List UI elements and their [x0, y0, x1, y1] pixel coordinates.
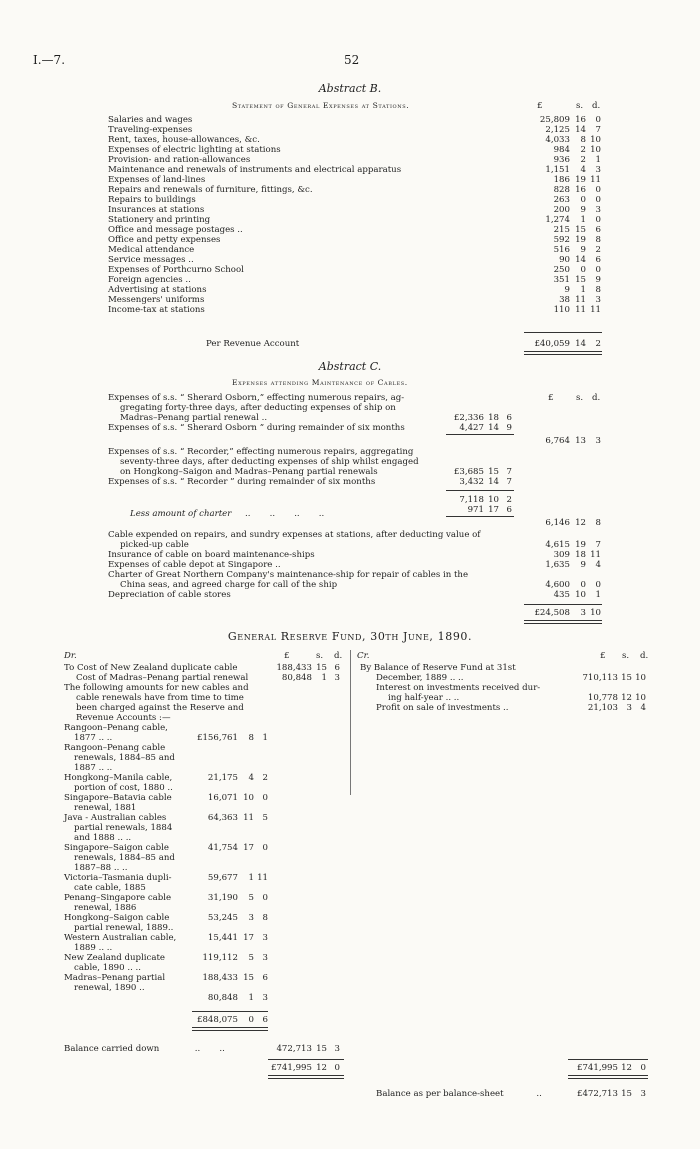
- dr-col-pence: d.: [334, 651, 343, 661]
- recorder-amount-pence: 7: [506, 467, 512, 477]
- debit-label: Dr.: [64, 651, 77, 661]
- dr-col-pounds: £: [284, 651, 290, 661]
- charter-shillings: 17: [488, 505, 499, 515]
- abstract-c-title: Abstract C.: [318, 360, 382, 373]
- recorder-amount-shillings: 15: [488, 467, 499, 477]
- abstract-b-pence: 0 7 10 10 1 3 11 0 0 3 0 6 8 2 6 0 9 8 3 11: [590, 115, 601, 315]
- expense-label: Repairs to buildings: [108, 195, 196, 205]
- expense-label: Office and petty expenses: [108, 235, 221, 245]
- abstract-b-rule: [524, 332, 602, 333]
- cable-items-rule: [192, 1011, 268, 1012]
- recorder-amount-shillings: 14: [488, 477, 499, 487]
- credit-items: By Balance of Reserve Fund at 31st December, 1889 .. .. Interest on investments received dur- ing half-year .. .. Profit on sale of investments ..: [360, 663, 541, 713]
- cable-items: Rangoon–Penang cable, 1877 .. .. Rangoon–Penang cable renewals, 1884–85 and 1887 .. .. Hongkong–Manila cable, portion of cost, 1880 .. Singapore–Batavia cable renewal, 1881 Java - Australian cables partial renewals, 1884 and 1888 .. .. Singapore–Saigon cable renewals, 1884–85 and 1887–88 .. .. Victoria–Tasmania dupli- cate cable, 1885 Penang–Singapore cable renewal, 1886 Hongkong–Saigon cable partial renewal, 1889.. Western Australian cable, 1889 .. .. New Zealand duplicate cable, 1890 .. .. Madras–Penang partial renewal, 1890 ..: [64, 723, 177, 993]
- recorder-rule: [446, 490, 514, 491]
- abstract-c-col-pounds: £: [548, 393, 554, 403]
- recorder-subtotal-pounds: 6,146: [545, 518, 570, 528]
- cable-items-double-rule: [192, 1027, 268, 1031]
- expense-label: Salaries and wages: [108, 115, 193, 125]
- cr-total-rule: [568, 1059, 648, 1060]
- document-reference: I.—7.: [33, 53, 66, 67]
- page-number: 52: [344, 53, 360, 67]
- cable-items-total-pence: 6: [262, 1015, 268, 1025]
- abstract-b-total-pounds: £40,059: [534, 339, 570, 349]
- expense-label: Advertising at stations: [108, 285, 207, 295]
- abstract-b-title: Abstract B.: [318, 82, 382, 95]
- balance-down-pence: 3: [334, 1044, 340, 1054]
- credit-pounds: 710,113 10,778 21,103: [582, 673, 618, 713]
- expense-label: Service messages ..: [108, 255, 194, 265]
- osborn-text: Expenses of s.s. “ Sherard Osborn,” effecting numerous repairs, ag- gregating forty-three days, after deducting expenses of ship on Madras–Penang partial renewal .. Expenses of s.s. “ Sherard Osborn ” during remainder of six months: [108, 393, 405, 433]
- osborn-subtotal-shillings: 13: [575, 436, 586, 446]
- abstract-c-total-shillings: 3: [580, 608, 586, 618]
- abstract-b-col-shillings: s.: [576, 101, 584, 111]
- charter-rule: [446, 516, 514, 517]
- ledger-divider: [350, 650, 351, 795]
- expense-label: Medical attendance: [108, 245, 195, 255]
- recorder-subtotal-shillings: 12: [575, 518, 586, 528]
- other-expenses-shillings: 19 18 9 0 10: [575, 540, 586, 600]
- abstract-b-subtitle: Statement of General Expenses at Stations.: [232, 101, 410, 110]
- expense-label: Traveling-expenses: [108, 125, 193, 135]
- cr-total-pence: 0: [640, 1063, 646, 1073]
- abstract-c-col-pence: d.: [592, 393, 601, 403]
- cable-items-pence: 1 2 0 5 0 11 0 8 3 3 6 3: [257, 733, 268, 1003]
- expense-label: Foreign agencies ..: [108, 275, 191, 285]
- cr-total-shillings: 12: [621, 1063, 632, 1073]
- abstract-b-shillings: 16 14 8 2 2 4 19 16 0 9 1 15 19 9 14 0 15 1 11 11: [575, 115, 586, 315]
- balance-carried-down: Balance carried down .. ..: [64, 1044, 225, 1054]
- expense-label: Maintenance and renewals of instruments and electrical apparatus: [108, 165, 402, 175]
- credit-label: Cr.: [357, 651, 370, 661]
- recorder-amount-pence: 7: [506, 477, 512, 487]
- cr-col-pence: d.: [640, 651, 649, 661]
- abstract-b-col-pence: d.: [592, 101, 601, 111]
- other-expenses-text: Cable expended on repairs, and sundry expenses at stations, after deducting value of picked-up cable Insurance of cable on board maintenance-ships Expenses of cable depot at Singapore .. Charter of Great Northern Company's maintenance-ship for repair of cables in the China seas, and agreed charge for call of the ship Depreciation of cable stores: [108, 530, 481, 600]
- abstract-b-total-label: Per Revenue Account: [206, 339, 300, 349]
- osborn-amount-shillings: 14: [488, 423, 499, 433]
- cable-items-total-pounds: £848,075: [196, 1015, 238, 1025]
- abstract-c-double-rule: [524, 620, 602, 624]
- balance-sheet-label: Balance as per balance-sheet ..: [376, 1089, 542, 1099]
- recorder-amount-pounds: 3,432: [459, 477, 484, 487]
- charter-pence: 6: [506, 505, 512, 515]
- expense-label: Provision- and ration-allowances: [108, 155, 251, 165]
- osborn-amount-pounds: 4,427: [459, 423, 484, 433]
- recorder-sum-pence: 2: [506, 495, 512, 505]
- expense-label: Messengers' uniforms: [108, 295, 205, 305]
- expense-label: Stationery and printing: [108, 215, 211, 225]
- reserve-fund-title: General Reserve Fund, 30th June, 1890.: [227, 630, 473, 643]
- credit-shillings: 15 12 3: [621, 673, 632, 713]
- osborn-amount-pence: 9: [506, 423, 512, 433]
- other-expenses-pounds: 4,615 309 1,635 4,600 435: [545, 540, 570, 600]
- balance-sheet-pounds: £472,713: [576, 1089, 618, 1099]
- less-charter-label: Less amount of charter .. .. .. ..: [130, 509, 325, 519]
- balance-sheet-shillings: 15: [621, 1089, 632, 1099]
- cr-total-double-rule: [568, 1075, 648, 1079]
- abstract-b-col-pounds: £: [537, 101, 543, 111]
- expense-label: Office and message postages ..: [108, 225, 243, 235]
- dr-amount-pounds: 80,848: [281, 673, 312, 683]
- dr-amount-shillings: 1: [321, 673, 327, 683]
- expense-label: Expenses of land-lines: [108, 175, 206, 185]
- abstract-b-pounds: 25,809 2,125 4,033 984 936 1,151 186 828 263 200 1,274 215 592 516 90 250 351 9 38 110: [539, 115, 570, 315]
- credit-pence: 10 10 4: [635, 673, 646, 713]
- abstract-c-total-pence: 10: [590, 608, 601, 618]
- expense-label: Income-tax at stations: [108, 305, 205, 315]
- recorder-sum-pounds: 7,118: [459, 495, 484, 505]
- cr-total-pounds: £741,995: [576, 1063, 618, 1073]
- cable-items-pounds: £156,761 21,175 16,071 64,363 41,754 59,677 31,190 53,245 15,441 119,112 188,433 80,848: [196, 733, 238, 1003]
- cr-col-pounds: £: [600, 651, 606, 661]
- balance-down-shillings: 15: [316, 1044, 327, 1054]
- osborn-subtotal-pence: 3: [595, 436, 601, 446]
- dr-total-pence: 0: [334, 1063, 340, 1073]
- dr-total-shillings: 12: [316, 1063, 327, 1073]
- cable-items-shillings: 8 4 10 11 17 1 5 3 17 5 15 1: [243, 733, 254, 1003]
- abstract-c-subtitle: Expenses attending Maintenance of Cables.: [232, 378, 408, 387]
- recorder-text: Expenses of s.s. “ Recorder,” effecting numerous repairs, aggregating seventy-three days, after deducting expenses of ship whilst engaged on Hongkong–Saigon and Madras–Penang partial renewals Expenses of s.s. “ Recorder ” during remainder of six months: [108, 447, 419, 487]
- debit-intro: To Cost of New Zealand duplicate cable Cost of Madras–Penang partial renewal The following amounts for new cables and cable renewals have from time to time been charged against the Reserve and Revenue Accounts :—: [64, 663, 249, 723]
- expense-label: Rent, taxes, house-allowances, &c.: [108, 135, 260, 145]
- abstract-c-col-shillings: s.: [576, 393, 584, 403]
- dr-amount-pounds: 188,433: [276, 663, 312, 673]
- osborn-rule: [446, 434, 514, 435]
- charter-pounds: 971: [467, 505, 484, 515]
- dr-col-shillings: s.: [316, 651, 324, 661]
- abstract-b-total-shillings: 14: [575, 339, 586, 349]
- osborn-amount-shillings: 18: [488, 413, 499, 423]
- expense-label: Repairs and renewals of furniture, fittings, &c.: [108, 185, 313, 195]
- recorder-subtotal-pence: 8: [595, 518, 601, 528]
- dr-amount-pence: 6: [334, 663, 340, 673]
- expense-label: Insurances at stations: [108, 205, 205, 215]
- balance-sheet-pence: 3: [640, 1089, 646, 1099]
- dr-amount-pence: 3: [334, 673, 340, 683]
- cable-items-total-shillings: 0: [248, 1015, 254, 1025]
- dr-total-pounds: £741,995: [270, 1063, 312, 1073]
- expense-label: Expenses of electric lighting at stations: [108, 145, 281, 155]
- abstract-c-rule: [524, 604, 602, 605]
- osborn-amount-pence: 6: [506, 413, 512, 423]
- cr-col-shillings: s.: [622, 651, 630, 661]
- other-expenses-pence: 7 11 4 0 1: [590, 540, 601, 600]
- abstract-b-total-pence: 2: [595, 339, 601, 349]
- expense-label: Expenses of Porthcurno School: [108, 265, 244, 275]
- balance-down-pounds: 472,713: [276, 1044, 312, 1054]
- recorder-sum-shillings: 10: [488, 495, 499, 505]
- dr-total-double-rule: [268, 1075, 344, 1079]
- abstract-b-labels: [108, 115, 528, 315]
- osborn-amount-pounds: £2,336: [453, 413, 484, 423]
- abstract-b-double-rule: [524, 351, 602, 355]
- abstract-c-total-pounds: £24,508: [534, 608, 570, 618]
- recorder-amount-pounds: £3,685: [453, 467, 484, 477]
- dr-amount-shillings: 15: [316, 663, 327, 673]
- dr-total-rule: [268, 1059, 344, 1060]
- osborn-subtotal-pounds: 6,764: [545, 436, 570, 446]
